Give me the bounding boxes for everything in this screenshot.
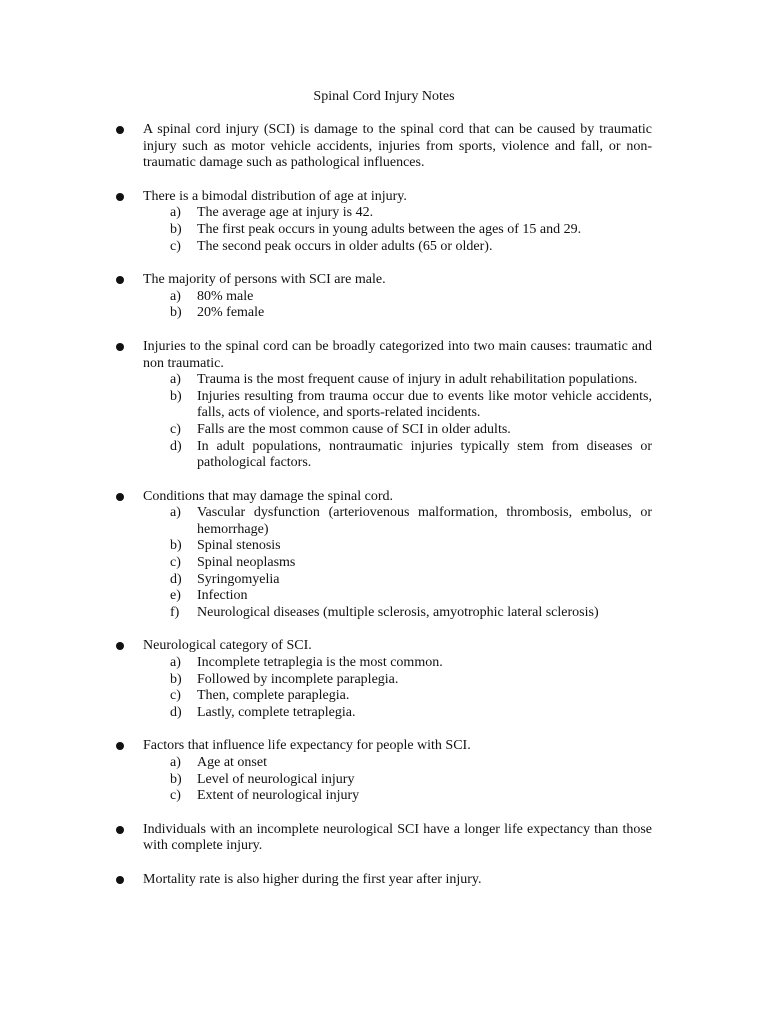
sub-item-marker: c) (170, 688, 181, 704)
sub-item-marker: c) (170, 555, 181, 571)
sub-list (143, 205, 652, 255)
sub-item-marker: b) (170, 221, 182, 237)
bullet-text: A spinal cord injury (SCI) is damage to the spinal cord that can be caused by traumatic injury such as motor vehicle accidents, injuries from sports, violence and fall, or non-traumatic damage such as pathological influences. (143, 122, 652, 171)
sub-item-text: Incomplete tetraplegia is the most common. (197, 655, 443, 671)
document-title: Spinal Cord Injury Notes (313, 89, 455, 104)
bullet-item (112, 189, 652, 255)
sub-item (143, 538, 652, 555)
sub-item-marker: a) (170, 655, 181, 671)
bullet-item (112, 339, 652, 472)
sub-item (143, 688, 652, 705)
sub-item-text: Spinal neoplasms (197, 555, 296, 571)
sub-item (143, 305, 652, 322)
sub-item (143, 439, 652, 472)
sub-list (143, 655, 652, 721)
sub-item-text: Syringomyelia (197, 571, 280, 587)
sub-item (143, 372, 652, 389)
sub-item-text: The second peak occurs in older adults (65 or older). (197, 238, 493, 254)
sub-item-marker: a) (170, 372, 181, 388)
sub-item-text: Falls are the most common cause of SCI in older adults. (197, 421, 511, 437)
sub-item (143, 389, 652, 422)
sub-item-text: The average age at injury is 42. (197, 205, 374, 221)
bullet-text: Individuals with an incomplete neurological SCI have a longer life expectancy than those with complete injury. (143, 821, 652, 854)
sub-item-text: Level of neurological injury (197, 771, 355, 787)
sub-item (143, 555, 652, 572)
bullet-text: The majority of persons with SCI are male. (143, 272, 386, 288)
sub-list (143, 505, 652, 621)
bullet-dot-icon (116, 276, 124, 284)
sub-item-text: Neurological diseases (multiple sclerosis, amyotrophic lateral sclerosis) (197, 604, 599, 620)
sub-list (143, 755, 652, 805)
sub-item-text: 80% male (197, 288, 254, 304)
bullet-dot-icon (116, 742, 124, 750)
sub-item-text: Spinal stenosis (197, 538, 281, 554)
sub-item-marker: b) (170, 538, 182, 554)
sub-item-marker: c) (170, 421, 181, 437)
sub-list (143, 372, 652, 472)
sub-item (143, 422, 652, 439)
sub-item-text: Age at onset (197, 755, 267, 770)
sub-item (143, 705, 652, 722)
sub-item-marker: b) (170, 388, 182, 404)
bullet-text: Injuries to the spinal cord can be broadly categorized into two main causes: traumatic and non traumatic. (143, 338, 652, 371)
sub-list (143, 289, 652, 322)
sub-item-marker: b) (170, 771, 182, 787)
sub-item (143, 755, 652, 772)
sub-item-text: Then, complete paraplegia. (197, 688, 350, 704)
sub-item-text: Followed by incomplete paraplegia. (197, 671, 399, 687)
sub-item-marker: d) (170, 704, 182, 720)
bullet-dot-icon (116, 876, 124, 884)
sub-item-text: Lastly, complete tetraplegia. (197, 704, 356, 720)
sub-item-marker: a) (170, 755, 181, 770)
sub-item (143, 772, 652, 789)
bullet-text: Mortality rate is also higher during the first year after injury. (143, 871, 482, 887)
sub-item-text: 20% female (197, 305, 265, 321)
bullet-dot-icon (116, 343, 124, 351)
sub-item (143, 788, 652, 805)
sub-item (143, 672, 652, 689)
sub-item-marker: b) (170, 305, 182, 321)
bullet-text: Neurological category of SCI. (143, 638, 312, 654)
sub-item-marker: f) (170, 604, 180, 620)
bullet-item (112, 738, 652, 804)
bullet-item (112, 272, 652, 322)
sub-item-marker: c) (170, 238, 181, 254)
bullet-dot-icon (116, 126, 124, 134)
sub-item-text: Injuries resulting from trauma occur due to events like motor vehicle accidents, falls, acts of violence, and sports-related incidents. (197, 388, 652, 421)
sub-item-text: Trauma is the most frequent cause of injury in adult rehabilitation populations. (197, 372, 638, 388)
bullet-dot-icon (116, 826, 124, 834)
bullet-dot-icon (116, 493, 124, 501)
sub-item-marker: c) (170, 788, 181, 804)
sub-item (143, 655, 652, 672)
sub-item-text: Vascular dysfunction (arteriovenous malformation, thrombosis, embolus, or hemorrhage) (197, 505, 652, 537)
bullet-text: Conditions that may damage the spinal cord. (143, 488, 394, 504)
sub-item-marker: a) (170, 505, 181, 521)
sub-item (143, 289, 652, 306)
sub-item-text: Infection (197, 588, 248, 604)
sub-item-marker: e) (170, 588, 181, 604)
bullet-dot-icon (116, 642, 124, 650)
bullet-item (112, 638, 652, 721)
bullet-text: Factors that influence life expectancy for people with SCI. (143, 738, 471, 754)
sub-item-marker: b) (170, 671, 182, 687)
sub-item-text: The first peak occurs in young adults between the ages of 15 and 29. (197, 221, 582, 237)
sub-item (143, 588, 652, 605)
sub-item-marker: d) (170, 438, 182, 454)
sub-item (143, 222, 652, 239)
bullet-dot-icon (116, 193, 124, 201)
bullet-item (112, 489, 652, 622)
bullet-item (112, 872, 652, 889)
sub-item (143, 605, 652, 622)
sub-item (143, 239, 652, 256)
sub-item-text: In adult populations, nontraumatic injuries typically stem from diseases or pathological factors. (197, 438, 652, 471)
sub-item-marker: d) (170, 571, 182, 587)
sub-item (143, 572, 652, 589)
bullet-item (112, 122, 652, 172)
sub-item (143, 205, 652, 222)
sub-item (143, 505, 652, 538)
bullet-item (112, 822, 652, 855)
sub-item-text: Extent of neurological injury (197, 788, 360, 804)
sub-item-marker: a) (170, 288, 181, 304)
sub-item-marker: a) (170, 205, 181, 221)
bullet-list (112, 122, 652, 906)
bullet-text: There is a bimodal distribution of age at injury. (143, 188, 407, 204)
